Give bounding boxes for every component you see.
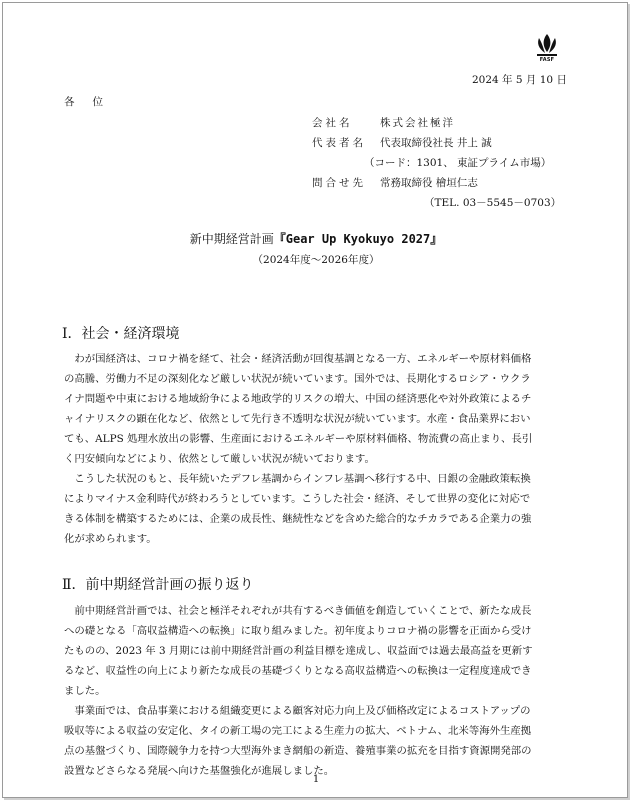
company-name-value: 株式会社極洋 (380, 117, 455, 129)
fish-emblem-icon (531, 32, 563, 58)
stock-code-row (364, 156, 551, 170)
contact-row (312, 176, 478, 190)
telephone-value: （TEL. 03－5545－0703） (424, 197, 562, 209)
paragraph-line: 点の基盤づくり、国際競争力を持つ大型海外まき網船の新造、養殖事業の拡充を目指す資源開発部の (64, 745, 532, 757)
paragraph-corporate-strength (64, 469, 568, 549)
paragraph-line: く円安傾向などにより、依然として厳しい状況が続いております。 (64, 453, 375, 465)
release-date: 2024 年 5 月 10 日 (472, 74, 567, 86)
paragraph-line: わが国経済は、コロナ禍を経て、社会・経済活動が回復基調となる一方、エネルギーや原材料価格 (64, 353, 532, 365)
paragraph-line: 事業面では、食品事業における組織変更による顧客対応力向上及び価格改定によるコストアップの (64, 705, 531, 717)
paragraph-line: 設置などさらなる発展へ向けた基盤強化が進展しました。 (64, 765, 335, 777)
addressee: 各位 (64, 96, 121, 108)
company-name-row (312, 116, 455, 130)
paragraph-line: こうした状況のもと、長年続いたデフレ基調からインフレ基調へ移行する中、日銀の金融政策転換 (64, 473, 531, 485)
stock-code-value: （コード：1301、 東証プライム市場） (364, 157, 552, 169)
company-logo (531, 32, 563, 66)
paragraph-line: たものの、2023 年 3 月期には前中期経営計画の利益目標を達成し、収益面では過去最高益を更新す (64, 645, 533, 657)
company-name-label: 会社名 (312, 117, 353, 129)
contact-value: 常務取締役 檜垣仁志 (380, 177, 478, 189)
representative-value: 代表取締役社長 井上 誠 (380, 137, 492, 149)
paragraph-line: イナ問題や中東における地域紛争による地政学的リスクの増大、中国の経済悪化や対外政策によるチ (64, 393, 532, 405)
paragraph-line: 前中期経営計画では、社会と極洋それぞれが共有するべき価値を創造していくことで、新たな成長 (64, 605, 532, 617)
paragraph-line: 化が求められます。 (64, 533, 157, 545)
plan-title-name: 『Gear Up Kyokuyo 2027』 (273, 232, 443, 246)
paragraph-line: の高騰、労働力不足の深刻化など厳しい状況が続いています。国外では、長期化するロシア・ウクラ (64, 373, 531, 385)
plan-title (0, 230, 632, 247)
plan-title-prefix: 新中期経営計画 (189, 232, 274, 246)
paragraph-line: ても、ALPS 処理水放出の影響、生産面におけるエネルギーや原材料価格、物流費の高止まり、長引 (64, 433, 533, 445)
section-heading-previous-plan-review: Ⅱ．前中期経営計画の振り返り (62, 577, 254, 593)
telephone-row (424, 196, 561, 210)
contact-label: 問合せ先 (312, 177, 366, 189)
paragraph-previous-plan (64, 601, 568, 701)
logo-text: FASF (539, 57, 555, 63)
section-heading-social-economic: Ⅰ．社会・経済環境 (62, 326, 180, 342)
paragraph-line: 吸収等による収益の安定化、タイの新工場の完工による生産力の拡大、ベトナム、北米等海外生産拠 (64, 725, 532, 737)
paragraph-line: るなど、収益性の向上により新たな成長の基礎づくりとなる高収益構造への転換は一定程度達成でき (64, 665, 532, 677)
paragraph-line: ました。 (64, 685, 106, 697)
plan-period: （2024年度～2026年度） (252, 254, 380, 266)
representative-row (312, 136, 492, 150)
paragraph-business-review (64, 701, 568, 781)
representative-label: 代表者名 (312, 137, 366, 149)
paragraph-economy (64, 349, 568, 469)
paragraph-line: によりマイナス金利時代が終わろうとしています。こうした社会・経済、そして世界の変化に対応で (64, 493, 531, 505)
paragraph-line: きる体制を構築するためには、企業の成長性、継続性などを含めた総合的なチカラである企業力の強 (64, 513, 532, 525)
paragraph-line: への礎となる「高収益構造への転換」に取り組みました。初年度よりコロナ禍の影響を正面から受け (64, 625, 532, 637)
page-number: 1 (312, 774, 320, 785)
paragraph-line: ャイナリスクの顕在化など、依然として先行き不透明な状況が続いています。水産・食品業界におい (64, 413, 531, 425)
